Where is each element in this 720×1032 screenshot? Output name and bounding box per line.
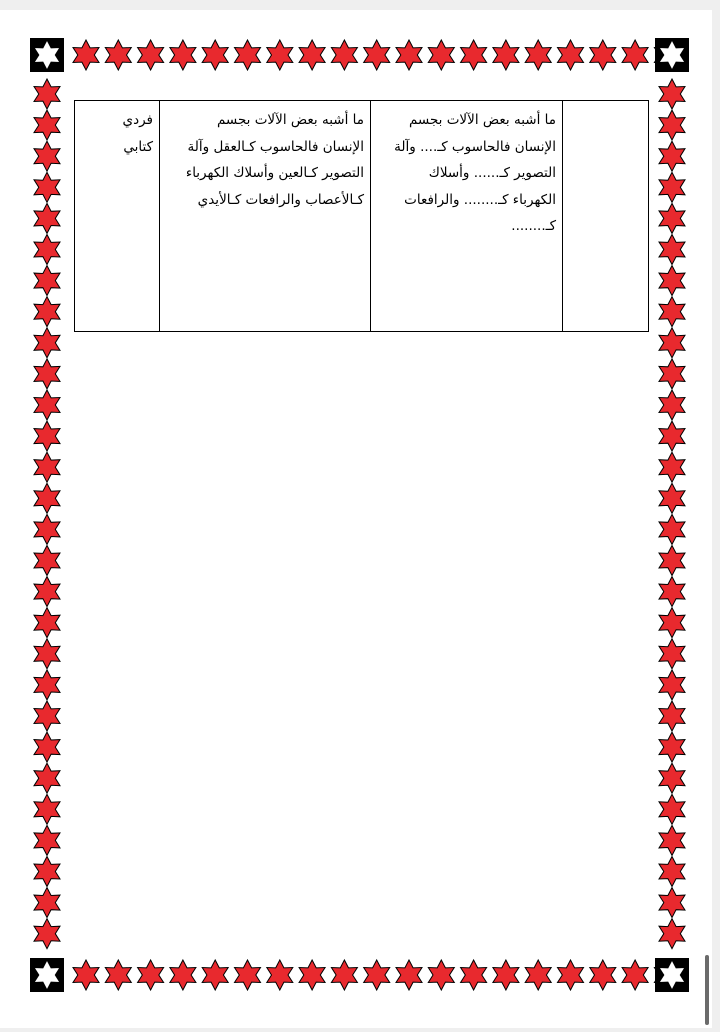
answer-line: الإنسان فالحاسوب كـالعقل وآلة bbox=[187, 138, 364, 155]
border-star bbox=[34, 670, 60, 700]
border-star bbox=[34, 110, 60, 140]
border-star bbox=[34, 763, 60, 793]
border-star bbox=[34, 297, 60, 327]
border-star bbox=[138, 960, 164, 990]
border-star bbox=[493, 40, 519, 70]
border-star bbox=[461, 40, 487, 70]
border-star bbox=[659, 141, 685, 171]
border-star bbox=[525, 960, 551, 990]
border-star bbox=[622, 960, 648, 990]
border-star bbox=[34, 888, 60, 918]
border-star bbox=[659, 421, 685, 451]
answer-line: التصوير كـالعين وأسلاك الكهرباء bbox=[185, 165, 364, 181]
border-star bbox=[34, 732, 60, 762]
border-star bbox=[34, 639, 60, 669]
border-star bbox=[428, 40, 454, 70]
border-star bbox=[331, 40, 357, 70]
scrollbar[interactable] bbox=[705, 955, 709, 1025]
border-star bbox=[267, 40, 293, 70]
border-star bbox=[659, 328, 685, 358]
border-star bbox=[659, 79, 685, 109]
border-star bbox=[34, 203, 60, 233]
border-star bbox=[659, 110, 685, 140]
border-star bbox=[659, 359, 685, 389]
border-star bbox=[34, 825, 60, 855]
border-star bbox=[659, 577, 685, 607]
border-star bbox=[364, 40, 390, 70]
border-star bbox=[659, 390, 685, 420]
border-star bbox=[235, 960, 261, 990]
border-star bbox=[34, 608, 60, 638]
lesson-table bbox=[74, 100, 649, 332]
border-star bbox=[396, 40, 422, 70]
border-star bbox=[622, 40, 648, 70]
border-star bbox=[34, 172, 60, 202]
border-star bbox=[659, 546, 685, 576]
border-star bbox=[34, 794, 60, 824]
border-star bbox=[659, 763, 685, 793]
border-star bbox=[34, 577, 60, 607]
border-star bbox=[659, 483, 685, 513]
border-star bbox=[34, 79, 60, 109]
border-star bbox=[299, 40, 325, 70]
border-star bbox=[34, 701, 60, 731]
border-star bbox=[659, 888, 685, 918]
answer-line: ما أشبه بعض الآلات بجسم bbox=[216, 112, 364, 128]
question-line: الإنسان فالحاسوب كـ.... وآلة bbox=[394, 138, 556, 155]
border-star bbox=[34, 235, 60, 265]
border-star bbox=[34, 919, 60, 949]
border-star bbox=[659, 172, 685, 202]
border-star bbox=[34, 452, 60, 482]
border-star bbox=[105, 960, 131, 990]
border-star bbox=[461, 960, 487, 990]
border-star bbox=[428, 960, 454, 990]
border-star bbox=[364, 960, 390, 990]
border-star bbox=[73, 40, 99, 70]
border-star bbox=[170, 40, 196, 70]
question-line: كـ........ bbox=[511, 218, 556, 234]
work-type-line: كتابي bbox=[123, 138, 153, 155]
border-star bbox=[659, 203, 685, 233]
border-star bbox=[202, 40, 228, 70]
border-star bbox=[590, 40, 616, 70]
border-star bbox=[105, 40, 131, 70]
border-star bbox=[34, 857, 60, 887]
question-line: التصوير كـ...... وأسلاك bbox=[428, 165, 556, 181]
table-row bbox=[75, 101, 649, 332]
border-star bbox=[138, 40, 164, 70]
objective-cell bbox=[563, 101, 649, 332]
border-star bbox=[34, 359, 60, 389]
border-star bbox=[34, 141, 60, 171]
border-star bbox=[558, 40, 584, 70]
border-star bbox=[659, 670, 685, 700]
work-type-cell bbox=[75, 101, 160, 332]
border-star bbox=[659, 857, 685, 887]
border-star bbox=[659, 919, 685, 949]
border-star bbox=[331, 960, 357, 990]
border-star bbox=[659, 235, 685, 265]
border-star bbox=[299, 960, 325, 990]
answer-cell bbox=[160, 101, 371, 332]
question-line: الكهرباء كـ........ والرافعات bbox=[404, 191, 556, 208]
border-star bbox=[202, 960, 228, 990]
worksheet-page bbox=[0, 10, 712, 1028]
border-star bbox=[396, 960, 422, 990]
border-star bbox=[267, 960, 293, 990]
work-type-line: فردي bbox=[122, 112, 153, 128]
border-star bbox=[34, 328, 60, 358]
border-star bbox=[659, 514, 685, 544]
border-star bbox=[34, 546, 60, 576]
border-star bbox=[558, 960, 584, 990]
border-star bbox=[659, 825, 685, 855]
border-star bbox=[525, 40, 551, 70]
question-cell bbox=[371, 101, 563, 332]
border-star bbox=[659, 266, 685, 296]
border-star bbox=[73, 960, 99, 990]
border-star bbox=[659, 608, 685, 638]
border-star bbox=[34, 266, 60, 296]
border-star bbox=[34, 483, 60, 513]
border-star bbox=[659, 701, 685, 731]
border-star bbox=[34, 421, 60, 451]
border-star bbox=[34, 514, 60, 544]
border-star bbox=[34, 390, 60, 420]
border-star bbox=[170, 960, 196, 990]
answer-line: كـالأعصاب والرافعات كـالأيدي bbox=[197, 191, 364, 208]
border-star bbox=[590, 960, 616, 990]
question-line: ما أشبه بعض الآلات بجسم bbox=[408, 112, 556, 128]
border-star bbox=[659, 639, 685, 669]
border-star bbox=[493, 960, 519, 990]
border-star bbox=[659, 297, 685, 327]
border-star bbox=[659, 452, 685, 482]
border-star bbox=[659, 794, 685, 824]
border-star bbox=[659, 732, 685, 762]
border-star bbox=[235, 40, 261, 70]
